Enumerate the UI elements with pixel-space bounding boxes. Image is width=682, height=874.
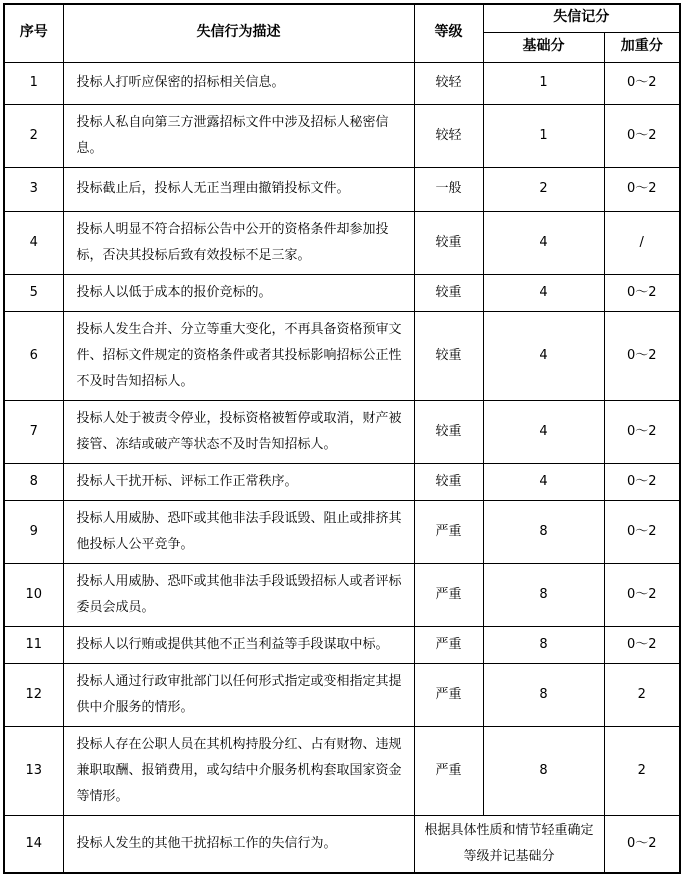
row-desc: 投标人用威胁、恐吓或其他非法手段诋毁、阻止或排挤其他投标人公平竞争。 <box>63 500 414 563</box>
row-base: 4 <box>483 463 604 500</box>
row-no: 4 <box>4 211 63 274</box>
row-desc: 投标人干扰开标、评标工作正常秩序。 <box>63 463 414 500</box>
row-extra: 0～2 <box>604 626 680 663</box>
row-extra: 0～2 <box>604 815 680 873</box>
row-base: 4 <box>483 211 604 274</box>
table-row <box>4 274 680 311</box>
row-desc: 投标人打听应保密的招标相关信息。 <box>63 62 414 104</box>
row-base: 4 <box>483 311 604 400</box>
row-level: 严重 <box>414 626 483 663</box>
row-extra: 2 <box>604 663 680 726</box>
row-desc: 投标人以行贿或提供其他不正当利益等手段谋取中标。 <box>63 626 414 663</box>
row-base: 8 <box>483 563 604 626</box>
row-base: 8 <box>483 500 604 563</box>
table-row <box>4 400 680 463</box>
row-base: 4 <box>483 400 604 463</box>
row-no: 2 <box>4 104 63 167</box>
row-no: 10 <box>4 563 63 626</box>
table-row <box>4 62 680 104</box>
row-extra: 0～2 <box>604 563 680 626</box>
table-row <box>4 463 680 500</box>
row-extra: 0～2 <box>604 500 680 563</box>
row-no: 12 <box>4 663 63 726</box>
row-desc: 投标人通过行政审批部门以任何形式指定或变相指定其提供中介服务的情形。 <box>63 663 414 726</box>
row-level: 严重 <box>414 663 483 726</box>
row-extra: 0～2 <box>604 274 680 311</box>
row-level: 较重 <box>414 311 483 400</box>
row-level: 严重 <box>414 726 483 815</box>
row-base: 1 <box>483 104 604 167</box>
header-row-1 <box>4 4 680 32</box>
header-extra: 加重分 <box>604 32 680 62</box>
row-no: 5 <box>4 274 63 311</box>
header-desc: 失信行为描述 <box>63 4 414 62</box>
table-row <box>4 211 680 274</box>
row-level: 一般 <box>414 167 483 211</box>
row-desc: 投标人私自向第三方泄露招标文件中涉及招标人秘密信息。 <box>63 104 414 167</box>
row-desc: 投标截止后，投标人无正当理由撤销投标文件。 <box>63 167 414 211</box>
row-no: 7 <box>4 400 63 463</box>
table-row <box>4 167 680 211</box>
header-score-group: 失信记分 <box>483 4 680 32</box>
header-level: 等级 <box>414 4 483 62</box>
table-row-merged <box>4 815 680 873</box>
row-no: 3 <box>4 167 63 211</box>
row-no: 9 <box>4 500 63 563</box>
row-desc: 投标人以低于成本的报价竞标的。 <box>63 274 414 311</box>
row-level: 较重 <box>414 400 483 463</box>
row-base: 2 <box>483 167 604 211</box>
row-no: 1 <box>4 62 63 104</box>
row-desc: 投标人存在公职人员在其机构持股分红、占有财物、违规兼职取酬、报销费用，或勾结中介服务机构套取国家资金等情形。 <box>63 726 414 815</box>
row-level: 较重 <box>414 274 483 311</box>
row-no: 6 <box>4 311 63 400</box>
row-level: 较重 <box>414 463 483 500</box>
row-extra: 0～2 <box>604 167 680 211</box>
table-row <box>4 626 680 663</box>
row-base: 4 <box>483 274 604 311</box>
table-row <box>4 500 680 563</box>
row-no: 14 <box>4 815 63 873</box>
row-no: 13 <box>4 726 63 815</box>
header-no: 序号 <box>4 4 63 62</box>
table-row <box>4 663 680 726</box>
row-desc: 投标人处于被责令停业，投标资格被暂停或取消，财产被接管、冻结或破产等状态不及时告知招标人。 <box>63 400 414 463</box>
row-desc: 投标人用威胁、恐吓或其他非法手段诋毁招标人或者评标委员会成员。 <box>63 563 414 626</box>
header-base: 基础分 <box>483 32 604 62</box>
row-level: 较重 <box>414 211 483 274</box>
row-extra: 0～2 <box>604 104 680 167</box>
table-row <box>4 726 680 815</box>
row-no: 8 <box>4 463 63 500</box>
row-extra: 0～2 <box>604 62 680 104</box>
row-base: 8 <box>483 726 604 815</box>
row-base: 8 <box>483 626 604 663</box>
row-extra: / <box>604 211 680 274</box>
row-level: 较轻 <box>414 62 483 104</box>
row-base: 8 <box>483 663 604 726</box>
table-row <box>4 311 680 400</box>
row-level: 较轻 <box>414 104 483 167</box>
row-level-base-merged: 根据具体性质和情节轻重确定等级并记基础分 <box>414 815 604 873</box>
row-extra: 0～2 <box>604 400 680 463</box>
row-no: 11 <box>4 626 63 663</box>
row-level: 严重 <box>414 563 483 626</box>
row-extra: 2 <box>604 726 680 815</box>
row-extra: 0～2 <box>604 463 680 500</box>
row-extra: 0～2 <box>604 311 680 400</box>
row-desc: 投标人发生的其他干扰招标工作的失信行为。 <box>63 815 414 873</box>
table-row <box>4 104 680 167</box>
row-base: 1 <box>483 62 604 104</box>
row-desc: 投标人发生合并、分立等重大变化，不再具备资格预审文件、招标文件规定的资格条件或者其投标影响招标公正性不及时告知招标人。 <box>63 311 414 400</box>
row-level: 严重 <box>414 500 483 563</box>
row-desc: 投标人明显不符合招标公告中公开的资格条件却参加投标，否决其投标后致有效投标不足三家。 <box>63 211 414 274</box>
table-row <box>4 563 680 626</box>
credit-score-table <box>3 3 681 874</box>
